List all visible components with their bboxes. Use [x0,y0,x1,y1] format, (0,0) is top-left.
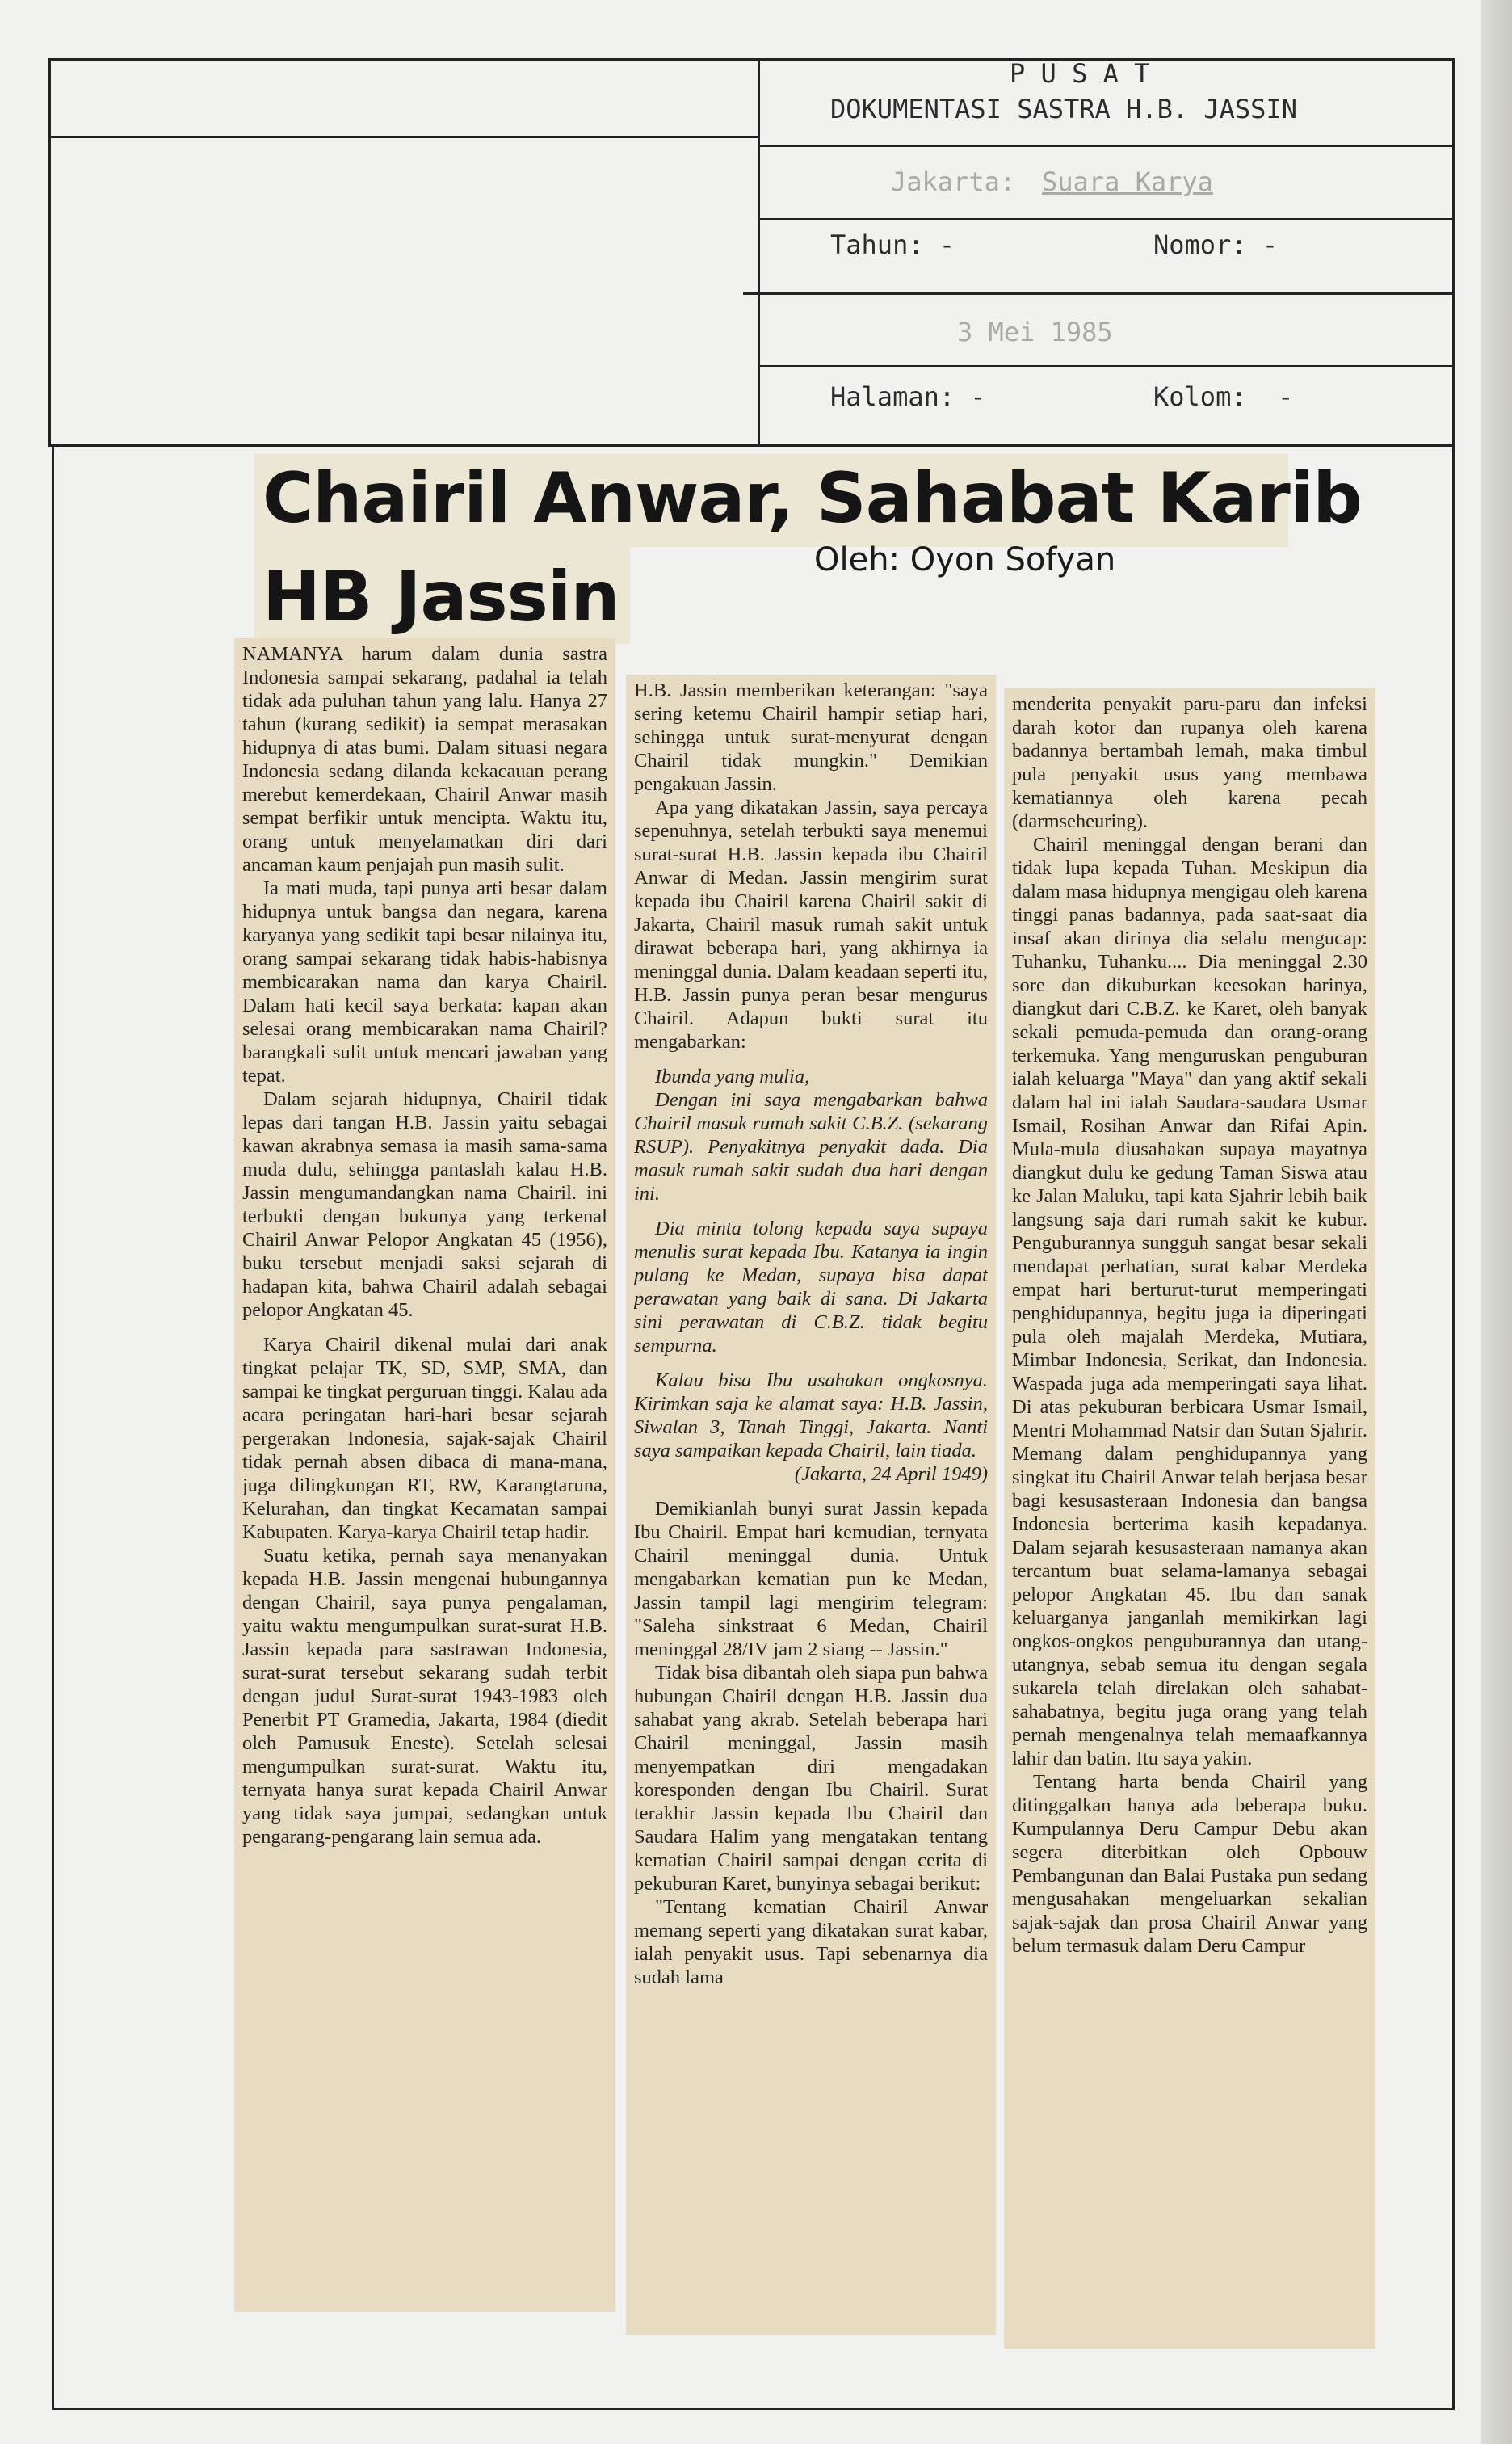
letter-para-2: Dia minta tolong kepada saya supaya menulis surat kepada Ibu. Katanya ia ingin pulang ke Medan, supaya bisa dapat perawatan yang baik di sana. Di Jakarta sini perawatan di C.B.Z. tidak begitu sempurna. [634,1218,988,1357]
col1-para-4: Karya Chairil dikenal mulai dari anak tingkat pelajar TK, SD, SMP, SMA, dan sampai ke tingkat perguruan tinggi. Kalau ada acara peringatan hari-hari besar sejarah pergerakan Indonesia, sajak-sajak Chairil tidak pernah absen dibaca di mana-mana, juga dilingkungan RT, RW, Karangtaruna, Kelurahan, dan tingkat Kecamatan sampai Kabupaten. Karya-karya Chairil tetap hadir. [242,1334,607,1543]
col2-para-2: Apa yang dikatakan Jassin, saya percaya sepenuhnya, setelah terbukti saya menemui surat-surat H.B. Jassin kepada ibu Chairil Anwar di Medan. Jassin mengirim surat kepada ibu Chairil karena Chairil sakit di Jakarta, Chairil masuk rumah sakit untuk dirawat beberapa hari, yang akhirnya ia meninggal dunia. Dalam keadaan seperti itu, H.B. Jassin punya peran besar mengurus Chairil. Adapun bukti surat itu mengabarkan: [634,797,988,1053]
letter-salutation: Ibunda yang mulia, [655,1066,810,1087]
byline: Oleh: Oyon Sofyan [814,541,1116,578]
col2-para-1: H.B. Jassin memberikan keterangan: "saya sering ketemu Chairil hampir setiap hari, sehingga untuk surat-menyurat dengan Chairil tidak mungkin." Demikian pengakuan Jassin. [634,679,988,795]
form-bottom-line [48,444,1454,447]
city-label: Jakarta: [891,166,1016,197]
clip-frame-bottom [52,2408,1455,2410]
clip-frame-right [1452,446,1455,2409]
letter-para-1: Dengan ini saya mengabarkan bahwa Chairil masuk rumah sakit C.B.Z. (sekarang RSUP). Penyakitnya penyakit dada. Dia masuk rumah sakit sudah dua hari dengan ini. [634,1089,988,1205]
headline-line-2: HB Jassin [262,557,620,637]
year-label: Tahun: - [830,229,956,260]
clip-frame-left [52,446,54,2409]
col1-para-5: Suatu ketika, pernah saya menanyakan kepada H.B. Jassin mengenai hubungannya dengan Chairil, saya punya pengalaman, yaitu waktu mengumpulkan surat-surat H.B. Jassin kepada para sastrawan Indonesia, surat-surat tersebut sekarang sudah terbit dengan judul Surat-surat 1943-1983 oleh Penerbit PT Gramedia, Jakarta, 1984 (diedit oleh Pamusuk Eneste). Setelah selesai mengumpulkan surat-surat. Waktu itu, ternyata hanya surat kepada Chairil Anwar yang tidak saya jumpai, sedangkan untuk pengarang-pengarang lain semua ada. [242,1545,607,1848]
headline-line-1: Chairil Anwar, Sahabat Karib [262,458,1362,539]
form-left-line [48,58,51,446]
page-edge [1481,0,1512,2444]
article-column-3 [1012,692,1367,2345]
form-line-1 [48,136,759,138]
column-label: Kolom: - [1153,381,1294,412]
article-column-1 [242,642,607,2307]
col3-para-2: Chairil meninggal dengan berani dan tidak lupa kepada Tuhan. Meskipun dia dalam masa hidupnya mengigau oleh karena tinggi panas badannya, pada saat-saat dia insaf akan dirinya dia selalu mengucap: Tuhanku, Tuhanku.... Dia meninggal 2.30 sore dan dikuburkan keesokan harinya, diangkut dari C.B.Z. ke Karet, oleh banyak sekali pemuda-pemuda dan orang-orang terkemuka. Yang menguruskan penguburan ialah keluarga "Maya" dan yang aktif sekali dalam hal ini ialah Saudara-saudara Usmar Ismail, Rosihan Anwar dan Rifai Apin. Mula-mula diusahakan supaya mayatnya diangkut dulu ke gedung Taman Siswa atau ke Jalan Maluku, tapi kata Sjahrir lebih baik langsung saja dari rumah sakit ke kubur. Penguburannya sungguh sangat besar sekali mendapat perhatian, surat kabar Merdeka empat hari berturut-turut memperingati penghidupannya, begitu juga ia diperingati pula oleh majalah Merdeka, Mutiara, Mimbar Indonesia, Serikat, dan Indonesia. Waspada juga ada memperingati saya lihat. Di atas pekuburan berbicara Usmar Ismail, Mentri Mohammad Natsir dan Sutan Sjahrir. Memang dalam penghidupannya yang singkat itu Chairil Anwar telah berjasa besar bagi kesusasteraan Indonesia dan bangsa Indonesia berterima kasih kepadanya. Dalam sejarah kesusasteraan namanya akan tercantum buat selama-lamanya sebagai pelopor Angkatan 45. Ibu dan sanak keluarganya janganlah memikirkan lagi ongkos-ongkos penguburannya dan utang-utangnya, sebab semua itu dengan segala sukarela telah direlakan oleh sahabat-sahabatnya, begitu juga orang yang telah pernah mengenalnya telah memaafkannya lahir dan batin. Itu saya yakin. [1012,834,1367,1769]
col3-para-3: Tentang harta benda Chairil yang ditinggalkan hanya ada beberapa buku. Kumpulannya Deru Campur Debu akan segera diterbitkan oleh Opbouw Pembangunan dan Balai Pustaka pun sedang mengusahakan mengeluarkan sekalian sajak-sajak dan prosa Chairil Anwar yang belum termasuk dalam Deru Campur [1012,1771,1367,1957]
col2-para-5: "Tentang kematian Chairil Anwar memang seperti yang dikatakan surat kabar, ialah penyakit usus. Tapi sebenarnya dia sudah lama [634,1896,988,1988]
form-line-2 [759,145,1454,147]
col1-para-1: NAMANYA harum dalam dunia sastra Indonesia sampai sekarang, padahal ia telah tidak ada puluhan tahun yang lalu. Hanya 27 tahun (kurang sedikit) ia sempat merasakan hidupnya di atas bumi. Dalam situasi negara Indonesia sedang dilanda kekacauan perang merebut kemerdekaan, Chairil Anwar masih sempat berfikir untuk mencipta. Waktu itu, orang untuk menyelamatkan diri dari ancaman kaum penjajah pun masih sulit. [242,643,607,876]
article-column-2 [634,679,988,2331]
form-divider-line [758,58,760,446]
form-line-5 [759,365,1454,367]
form-line-3 [759,218,1454,220]
letter-para-3: Kalau bisa Ibu usahakan ongkosnya. Kirimkan saja ke alamat saya: H.B. Jassin, Siwalan 3, Tanah Tinggi, Jakarta. Nanti saya sampaikan kepada Chairil, lain tiada. [634,1369,988,1462]
form-line-4 [743,292,1454,295]
form-right-line [1452,58,1455,446]
page-label: Halaman: - [830,381,986,412]
col3-para-1: menderita penyakit paru-paru dan infeksi darah kotor dan rupanya oleh karena badannya bertambah lemah, maka timbul pula penyakit usus yang membawa kematiannya oleh karena pecah (darmseheuring). [1012,693,1367,832]
col2-para-4: Tidak bisa dibantah oleh siapa pun bahwa hubungan Chairil dengan H.B. Jassin dua sahabat yang akrab. Setelah beberapa hari Chairil meninggal, Jassin masih menyempatkan diri mengadakan koresponden dengan Ibu Chairil. Surat terakhir Jassin kepada Ibu Chairil dan Saudara Halim yang mengatakan tentang kematian Chairil sampai dengan cerita di pekuburan Karet, bunyinya sebagai berikut: [634,1662,988,1895]
org-line-1: P U S A T [1010,58,1150,89]
form-top-line [48,58,1454,61]
number-label: Nomor: - [1153,229,1279,260]
col1-para-2: Ia mati muda, tapi punya arti besar dalam hidupnya untuk bangsa dan negara, karena karyanya yang sedikit tapi besar nilainya itu, orang sampai sekarang tidak habis-habisnya membicarakan nama dan karya Chairil. Dalam hati kecil saya berkata: kapan akan selesai orang membicarakan nama Chairil? barangkali sulit untuk mencari jawaban yang tepat. [242,877,607,1087]
letter-date: (Jakarta, 24 April 1949) [794,1463,988,1485]
clipping-date: 3 Mei 1985 [957,317,1113,347]
col1-para-3: Dalam sejarah hidupnya, Chairil tidak lepas dari tangan H.B. Jassin yaitu sebagai kawan akrabnya semasa ia masih sama-sama muda dulu, sehingga pantaslah kalau H.B. Jassin mengumandangkan nama Chairil. ini terbukti dengan bukunya yang terkenal Chairil Anwar Pelopor Angkatan 45 (1956), buku tersebut menjadi saksi sejarah di hadapan kita, bahwa Chairil adalah sebagai pelopor Angkatan 45. [242,1088,607,1321]
org-line-2: DOKUMENTASI SASTRA H.B. JASSIN [830,94,1297,124]
publication-name: Suara Karya [1042,166,1213,197]
col2-para-3: Demikianlah bunyi surat Jassin kepada Ibu Chairil. Empat hari kemudian, ternyata Chairil meninggal dunia. Untuk mengabarkan kematian pun ke Medan, Jassin tampil lagi mengirim telegram: "Saleha sinkstraat 6 Medan, Chairil meninggal 28/IV jam 2 siang -- Jassin." [634,1498,988,1660]
